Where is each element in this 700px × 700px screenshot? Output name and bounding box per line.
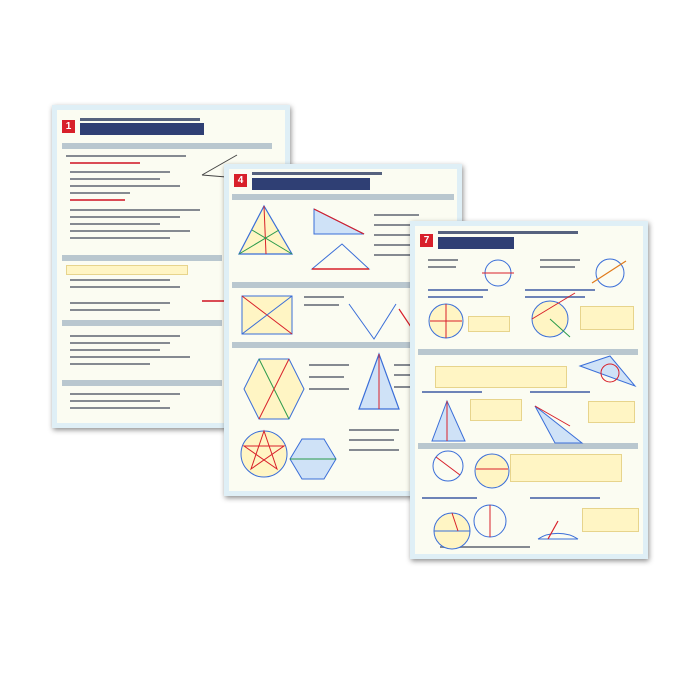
poster-number-badge: 7 [420, 234, 433, 247]
poster-7 [410, 221, 648, 559]
poster-number-badge: 4 [234, 174, 247, 187]
poster-number-badge: 1 [62, 120, 75, 133]
geometry-diagrams [410, 221, 648, 559]
